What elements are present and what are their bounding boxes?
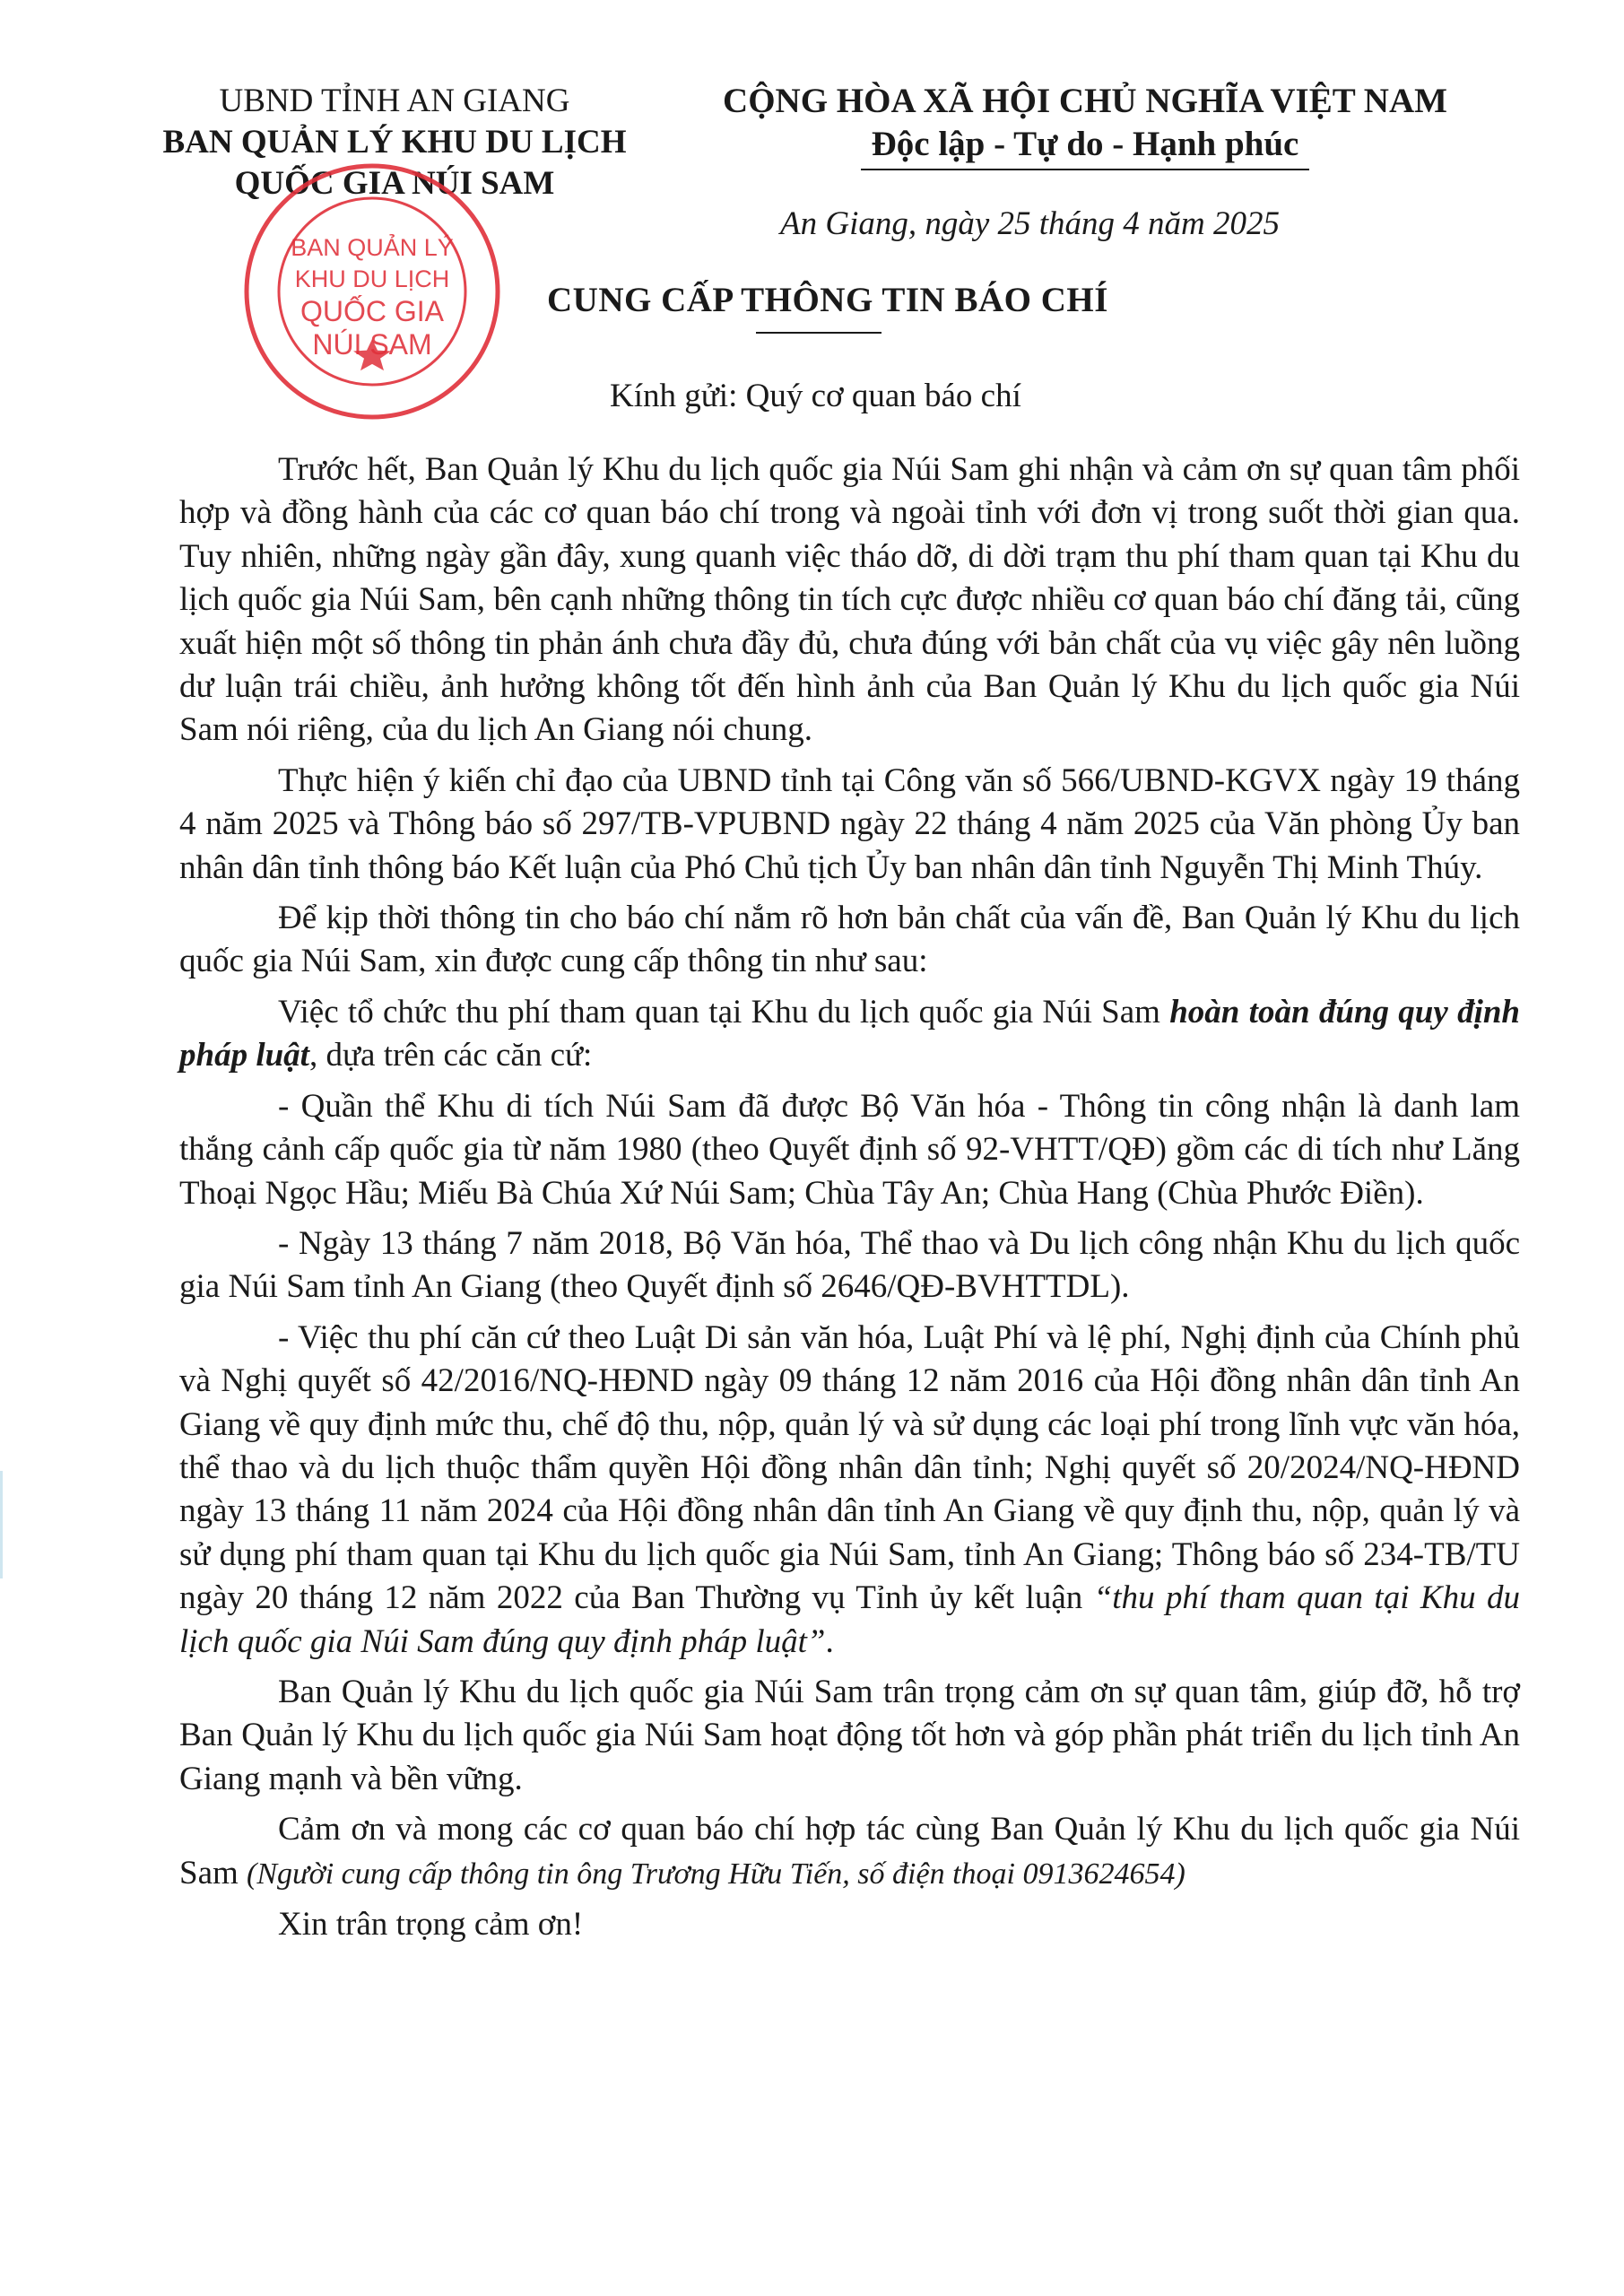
recipient-line: Kính gửi: Quý cơ quan báo chí xyxy=(610,378,1021,414)
seal-text-line4: NÚI SAM xyxy=(312,328,432,361)
national-motto: Độc lập - Tự do - Hạnh phúc xyxy=(871,125,1299,163)
seal-text-line1: BAN QUẢN LÝ xyxy=(291,234,454,261)
body-paragraph-9 xyxy=(179,1808,1520,1896)
seal-text-line2: KHU DU LỊCH xyxy=(294,265,450,292)
national-header xyxy=(682,81,1489,170)
body-paragraph-2: Thực hiện ý kiến chỉ đạo của UBND tỉnh tại Công văn số 566/UBND-KGVX ngày 19 tháng 4 năm 2025 và Thông báo số 297/TB-VPUBND ngày 22 tháng 4 năm 2025 của Văn phòng Ủy ban nhân dân tỉnh thông báo Kết luận của Phó Chủ tịch Ủy ban nhân dân tỉnh Nguyễn Thị Minh Thúy. xyxy=(179,761,1520,886)
agency-name-line2: QUỐC GIA NÚI SAM xyxy=(234,165,555,202)
p4-emphasis: hoàn toàn đúng quy định pháp luật xyxy=(179,993,1521,1074)
agency-name-line1: BAN QUẢN LÝ KHU DU LỊCH xyxy=(162,124,627,161)
national-title: CỘNG HÒA XÃ HỘI CHỦ NGHĨA VIỆT NAM xyxy=(723,82,1447,120)
p9-contact-info: (Người cung cấp thông tin ông Trương Hữu Tiến, số điện thoại 0913624654) xyxy=(247,1857,1185,1891)
official-seal-stamp xyxy=(238,157,507,426)
p9-text-start: Cảm ơn và mong các cơ quan báo chí hợp tác cùng Ban Quản lý Khu du lịch quốc gia Núi Sam xyxy=(179,1811,1520,1892)
p7-quote: “thu phí tham quan tại Khu du lịch quốc gia Núi Sam đúng quy định pháp luật” xyxy=(179,1579,1520,1660)
body-paragraph-4 xyxy=(179,991,1520,1078)
body-paragraph-5: - Quần thể Khu di tích Núi Sam đã được Bộ Văn hóa - Thông tin công nhận là danh lam thắng cảnh cấp quốc gia từ năm 1980 (theo Quyết định số 92-VHTT/QĐ) gồm các di tích như Lăng Thoại Ngọc Hầu; Miếu Bà Chúa Xứ Núi Sam; Chùa Tây An; Chùa Hang (Chùa Phước Điền). xyxy=(179,1087,1520,1212)
seal-text-line3: QUỐC GIA xyxy=(300,295,445,327)
date-line: An Giang, ngày 25 tháng 4 năm 2025 xyxy=(780,205,1281,242)
p4-text-start: Việc tổ chức thu phí tham quan tại Khu du lịch quốc gia Núi Sam xyxy=(278,993,1170,1031)
p7-text-end: . xyxy=(825,1622,834,1660)
body-paragraph-6: - Ngày 13 tháng 7 năm 2018, Bộ Văn hóa, Thể thao và Du lịch công nhận Khu du lịch quốc gia Núi Sam tỉnh An Giang (theo Quyết định số 2646/QĐ-BVHTTDL). xyxy=(179,1224,1520,1306)
agency-parent: UBND TỈNH AN GIANG xyxy=(219,83,570,119)
scan-edge-mark xyxy=(0,1471,3,1578)
document-title: CUNG CẤP THÔNG TIN BÁO CHÍ xyxy=(547,281,1108,319)
body-paragraph-closing: Xin trân trọng cảm ơn! xyxy=(278,1906,584,1943)
p7-text-start: - Việc thu phí căn cứ theo Luật Di sản văn hóa, Luật Phí và lệ phí, Nghị định của Chính phủ và Nghị quyết số 42/2016/NQ-HĐND ngày 09 tháng 12 năm 2016 của Hội đồng nhân dân tỉnh An Giang về quy định mức thu, chế độ thu, nộp, quản lý và sử dụng các loại phí trong lĩnh vực văn hóa, thể thao và du lịch thuộc thẩm quyền Hội đồng nhân dân tỉnh; Nghị quyết số 20/2024/NQ-HĐND ngày 13 tháng 11 năm 2024 của Hội đồng nhân dân tỉnh An Giang về quy định thu, nộp, quản lý và sử dụng phí tham quan tại Khu du lịch quốc gia Núi Sam, tỉnh An Giang; Thông báo số 234-TB/TU ngày 20 tháng 12 năm 2022 của Ban Thường vụ Tỉnh ủy kết luận xyxy=(179,1318,1520,1617)
body-paragraph-1: Trước hết, Ban Quản lý Khu du lịch quốc gia Núi Sam ghi nhận và cảm ơn sự quan tâm phối hợp và đồng hành của các cơ quan báo chí trong và ngoài tỉnh với đơn vị trong suốt thời gian qua. Tuy nhiên, những ngày gần đây, xung quanh việc tháo dỡ, di dời trạm thu phí tham quan tại Khu du lịch quốc gia Núi Sam, bên cạnh những thông tin tích cực được nhiều cơ quan báo chí đăng tải, cũng xuất hiện một số thông tin phản ánh chưa đầy đủ, chưa đúng với bản chất của vụ việc gây nên luồng dư luận trái chiều, ảnh hưởng không tốt đến hình ảnh của Ban Quản lý Khu du lịch quốc gia Núi Sam nói riêng, của du lịch An Giang nói chung. xyxy=(179,451,1520,749)
p4-text-end: , dựa trên các căn cứ: xyxy=(308,1037,593,1074)
body-paragraph-8: Ban Quản lý Khu du lịch quốc gia Núi Sam trân trọng cảm ơn sự quan tâm, giúp đỡ, hỗ trợ Ban Quản lý Khu du lịch quốc gia Núi Sam hoạt động tốt hơn và góp phần phát triển du lịch tỉnh An Giang mạnh và bền vững. xyxy=(179,1673,1520,1797)
motto-underline xyxy=(861,169,1309,170)
document-body xyxy=(179,448,1520,1953)
body-paragraph-3: Để kịp thời thông tin cho báo chí nắm rõ hơn bản chất của vấn đề, Ban Quản lý Khu du lịch quốc gia Núi Sam, xin được cung cấp thông tin như sau: xyxy=(179,900,1520,980)
body-paragraph-7 xyxy=(179,1317,1520,1664)
title-underline xyxy=(756,332,881,334)
